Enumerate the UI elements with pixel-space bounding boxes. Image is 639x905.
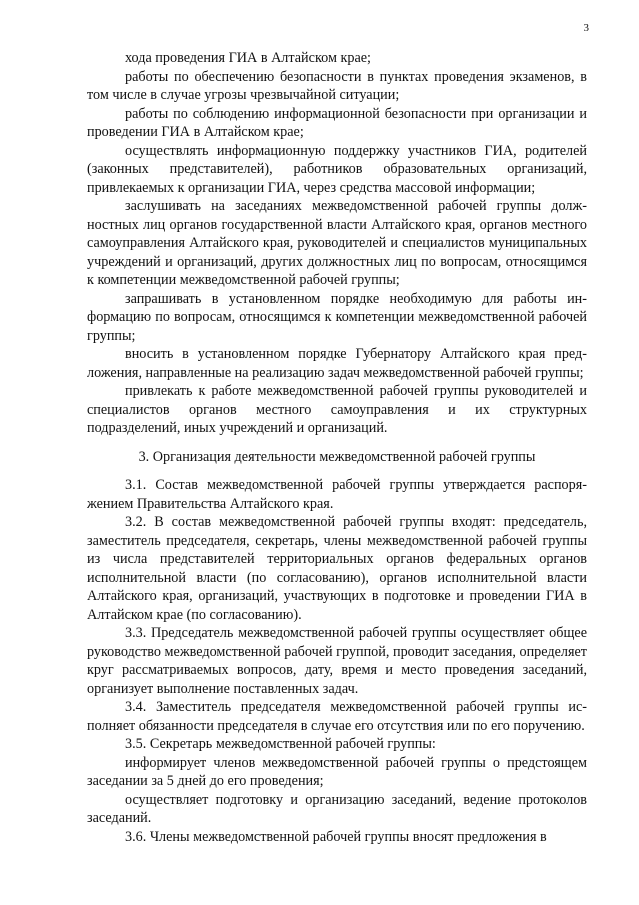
paragraph: хода проведения ГИА в Алтайском крае; xyxy=(125,50,371,66)
paragraph: работы по соблюдению информационной безопасности при организации и проведении ГИА в Алтайском крае; xyxy=(87,105,587,140)
paragraph: работы по обеспечению безопасности в пунктах проведения экзаменов, в том числе в случае угрозы чрезвычайной ситуации; xyxy=(87,68,587,103)
paragraph: информирует членов межведомственной рабочей группы о предстоящем заседании за 5 дней до его проведения; xyxy=(87,754,587,789)
paragraph: запрашивать в установленном порядке необходимую для работы информацию по вопросам, относящимся к компетенции межведомственной рабочей группы; xyxy=(87,290,587,344)
page-number: 3 xyxy=(583,22,589,34)
paragraph: 3.3. Председатель межведомственной рабочей группы осуществляет общее руководство межведомственной рабочей группой, проводит заседания, определяет круг рассматриваемых вопросов, дату, время и место проведения заседаний, организует выполнение поставленных задач. xyxy=(87,625,587,697)
paragraph: вносить в установленном порядке Губернатору Алтайского края предложения, направленные на реализацию задач межведомственной рабочей группы; xyxy=(87,346,587,381)
paragraph: 3.2. В состав межведомственной рабочей группы входят: председатель, заместитель председателя, секретарь, члены межведомственной рабочей группы из числа представителей территориальных органов федеральных органов исполнительной власти (по согласованию), органов исполнительной власти Алтайского края, организаций, участвующих в подготовке и проведении ГИА в Алтайском крае (по согласованию). xyxy=(87,514,587,623)
paragraph: 3.4. Заместитель председателя межведомственной рабочей группы исполняет обязанности председателя в случае его отсутствия или по его поручению. xyxy=(87,699,587,734)
paragraph: заслушивать на заседаниях межведомственной рабочей группы должностных лиц органов государственной власти Алтайского края, органов местного самоуправления Алтайского края, руководителей и специалистов муниципальных учреждений и организаций, других должностных лиц по вопросам, относящимся к компетенции межведомственной рабочей группы; xyxy=(87,198,587,288)
document-body xyxy=(87,49,587,846)
paragraph: 3.5. Секретарь межведомственной рабочей группы: xyxy=(125,736,436,752)
paragraph: 3.6. Члены межведомственной рабочей группы вносят предложения в xyxy=(125,828,547,845)
paragraph: осуществляет подготовку и организацию заседаний, ведение протоколов заседаний. xyxy=(87,791,587,826)
paragraph: осуществлять информационную поддержку участников ГИА, родителей (законных представителей), работников образовательных организаций, привлекаемых к организации ГИА, через средства массовой информации; xyxy=(87,142,587,196)
paragraph: привлекать к работе межведомственной рабочей группы руководителей и специалистов органов местного самоуправления и их структурных подразделений, иных учреждений и организаций. xyxy=(87,383,587,436)
section-heading: 3. Организация деятельности межведомственной рабочей группы xyxy=(138,448,536,465)
paragraph: 3.1. Состав межведомственной рабочей группы утверждается распоряжением Правительства Алтайского края. xyxy=(87,477,587,512)
